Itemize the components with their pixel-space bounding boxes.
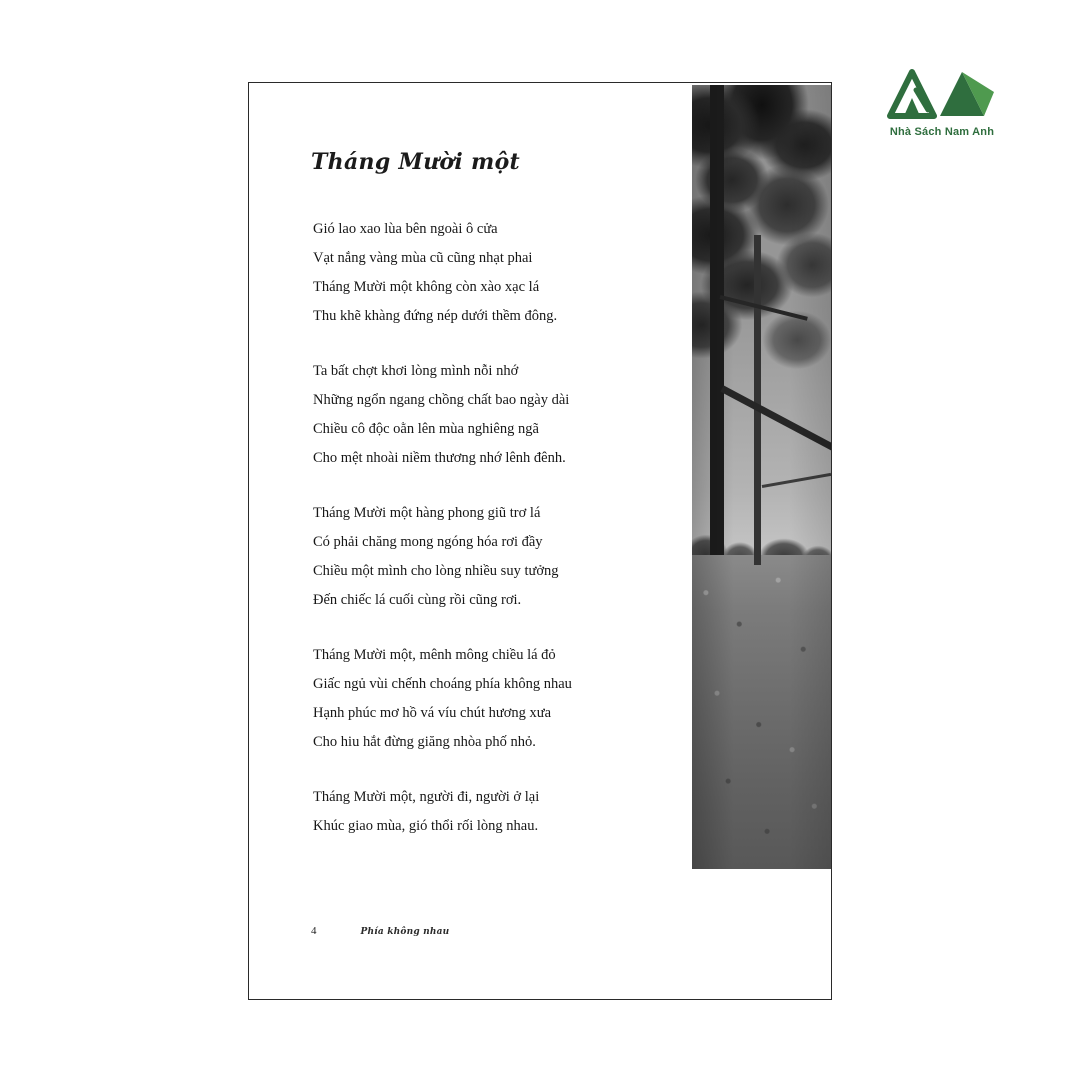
page-number: 4 (311, 925, 317, 937)
poem-body (313, 215, 673, 867)
page-footer (311, 925, 449, 937)
poem-line: Chiều một mình cho lòng nhiều suy tưởng (313, 563, 559, 579)
poem-line: Khúc giao mùa, gió thổi rối lòng nhau. (313, 818, 539, 834)
poem-stanza (313, 783, 673, 841)
poem-stanza (313, 357, 673, 473)
poem-line: Cho mệt nhoài niềm thương nhớ lênh đênh. (313, 450, 566, 466)
poem-line: Gió lao xao lùa bên ngoài ô cửa (313, 221, 498, 237)
poem-stanza (313, 215, 673, 331)
poem-line: Tháng Mười một hàng phong giũ trơ lá (313, 505, 541, 521)
book-page (248, 82, 832, 1000)
running-head: Phía không nhau (360, 927, 450, 937)
page-text-column (311, 83, 691, 999)
poem-title: Tháng Mười một (311, 149, 521, 175)
brand-caption: Nhà Sách Nam Anh (889, 126, 995, 138)
poem-line: Ta bất chợt khơi lòng mình nỗi nhớ (313, 363, 519, 379)
photo-vignette (692, 85, 831, 869)
poem-line: Cho hiu hắt đừng giăng nhòa phố nhỏ. (313, 734, 536, 750)
poem-line: Đến chiếc lá cuối cùng rồi cũng rơi. (313, 592, 522, 608)
poem-stanza (313, 641, 673, 757)
page-photo (692, 85, 831, 869)
poem-line: Tháng Mười một không còn xào xạc lá (313, 279, 540, 295)
brand-logo (862, 62, 1022, 154)
poem-line: Giấc ngủ vùi chếnh choáng phía không nhau (313, 676, 572, 692)
poem-line: Tháng Mười một, mênh mông chiều lá đỏ (313, 647, 556, 663)
poem-line: Những ngổn ngang chồng chất bao ngày dài (313, 392, 570, 408)
mountain-logo-icon (882, 62, 1002, 122)
poem-line: Tháng Mười một, người đi, người ở lại (313, 789, 540, 805)
poem-line: Có phải chăng mong ngóng hóa rơi đầy (313, 534, 543, 550)
poem-line: Thu khẽ khàng đứng nép dưới thềm đông. (313, 308, 558, 324)
poem-line: Chiều cô độc oằn lên mùa nghiêng ngã (313, 421, 539, 437)
poem-line: Hạnh phúc mơ hồ vá víu chút hương xưa (313, 705, 552, 721)
poem-stanza (313, 499, 673, 615)
poem-line: Vạt nắng vàng mùa cũ cũng nhạt phai (313, 250, 533, 266)
